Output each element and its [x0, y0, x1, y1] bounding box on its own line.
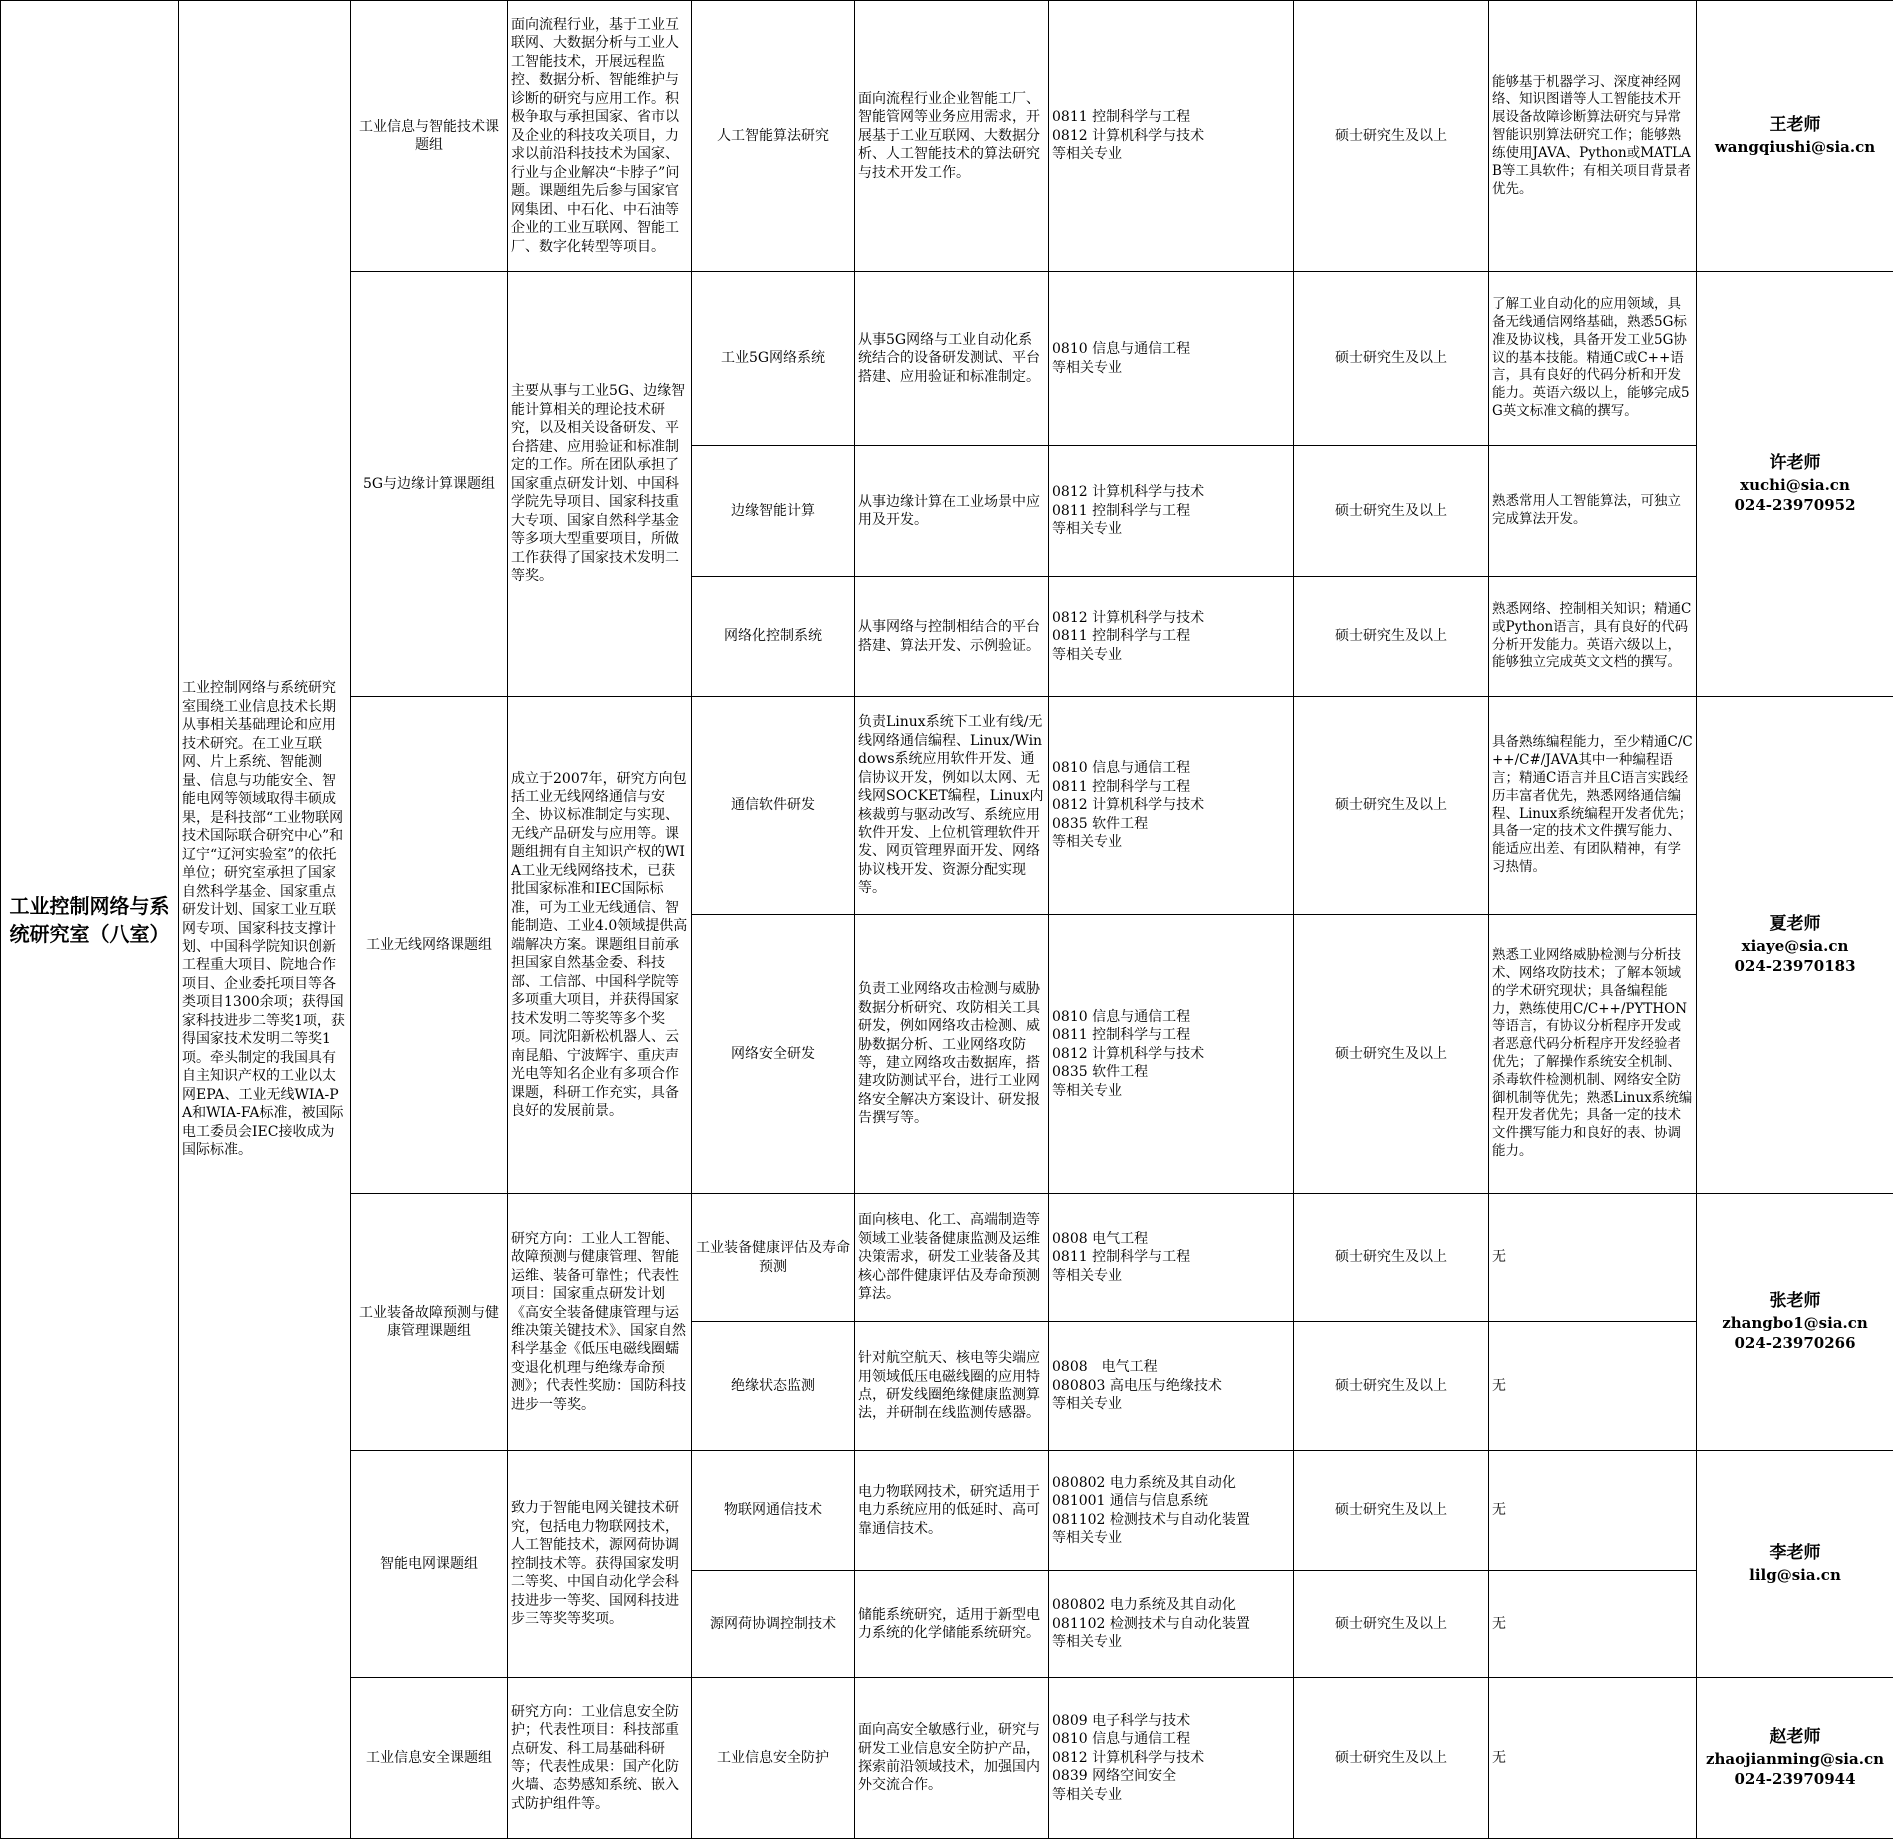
direction-cell: 网络化控制系统	[692, 577, 855, 697]
direction-cell: 绝缘状态监测	[692, 1322, 855, 1451]
degree-cell: 硕士研究生及以上	[1294, 1678, 1489, 1839]
group-name-cell: 工业信息安全课题组	[351, 1678, 508, 1839]
direction-cell: 边缘智能计算	[692, 446, 855, 577]
requirements-cell: 能够基于机器学习、深度神经网络、知识图谱等人工智能技术开展设备故障诊断算法研究与异常智能识别算法研究工作；能够熟练使用JAVA、Python或MATLAB等工具软件；有相关项目背景者优先。	[1489, 1, 1697, 272]
contact-cell	[1697, 1678, 1893, 1839]
contact-email: xiaye@sia.cn	[1700, 937, 1890, 957]
degree-cell: 硕士研究生及以上	[1294, 272, 1489, 446]
content-cell: 负责Linux系统下工业有线/无线网络通信编程、Linux/Windows系统应用软件开发、通信协议开发，例如以太网、无线网SOCKET编程，Linux内核裁剪与驱动改写、系统应用软件开发、上位机管理软件开发、网页管理界面开发、网络协议栈开发、资源分配实现等。	[855, 697, 1049, 915]
group-desc-cell: 研究方向：工业信息安全防护；代表性项目：科技部重点研发、科工局基础科研等；代表性成果：国产化防火墙、态势感知系统、嵌入式防护组件等。	[508, 1678, 692, 1839]
direction-cell: 网络安全研发	[692, 915, 855, 1194]
contact-cell	[1697, 1194, 1893, 1451]
group-desc-cell: 面向流程行业，基于工业互联网、大数据分析与工业人工智能技术，开展远程监控、数据分析、智能维护与诊断的研究与应用工作。积极争取与承担国家、省市以及企业的科技攻关项目，力求以前沿科技技术为国家、行业与企业解决“卡脖子”问题。课题组先后参与国家官网集团、中石化、中石油等企业的工业互联网、智能工厂、数字化转型等项目。	[508, 1, 692, 272]
group-name-cell: 工业装备故障预测与健康管理课题组	[351, 1194, 508, 1451]
content-cell: 从事网络与控制相结合的平台搭建、算法开发、示例验证。	[855, 577, 1049, 697]
contact-cell	[1697, 272, 1893, 697]
group-desc-cell: 致力于智能电网关键技术研究，包括电力物联网技术，人工智能技术，源网荷协调控制技术等。获得国家发明二等奖、中国自动化学会科技进步一等奖、国网科技进步三等奖等奖项。	[508, 1451, 692, 1678]
degree-cell: 硕士研究生及以上	[1294, 577, 1489, 697]
majors-cell: 0812 计算机科学与技术 0811 控制科学与工程 等相关专业	[1049, 577, 1294, 697]
direction-cell: 工业装备健康评估及寿命预测	[692, 1194, 855, 1322]
requirements-cell: 无	[1489, 1322, 1697, 1451]
requirements-cell: 熟悉工业网络威胁检测与分析技术、网络攻防技术；了解本领域的学术研究现状；具备编程能力，熟练使用C/C++/PYTHON等语言，有协议分析程序开发或者恶意代码分析程序开发经验者优先；了解操作系统安全机制、杀毒软件检测机制、网络安全防御机制等优先；熟悉Linux系统编程开发者优先；具备一定的技术文件撰写能力和良好的表、协调能力。	[1489, 915, 1697, 1194]
contact-name: 赵老师	[1700, 1726, 1890, 1748]
majors-cell: 0810 信息与通信工程 等相关专业	[1049, 272, 1294, 446]
majors-cell: 0810 信息与通信工程 0811 控制科学与工程 0812 计算机科学与技术 0835 软件工程 等相关专业	[1049, 915, 1294, 1194]
degree-cell: 硕士研究生及以上	[1294, 1451, 1489, 1571]
content-cell: 面向核电、化工、高端制造等领域工业装备健康监测及运维决策需求，研发工业装备及其核心部件健康评估及寿命预测算法。	[855, 1194, 1049, 1322]
contact-name: 王老师	[1700, 114, 1890, 136]
degree-cell: 硕士研究生及以上	[1294, 1571, 1489, 1678]
direction-cell: 物联网通信技术	[692, 1451, 855, 1571]
group-desc-cell: 研究方向：工业人工智能、故障预测与健康管理、智能运维、装备可靠性；代表性项目：国家重点研发计划《高安全装备健康管理与运维决策关键技术》、国家自然科学基金《低压电磁线圈蠕变退化机理与绝缘寿命预测》；代表性奖励：国防科技进步一等奖。	[508, 1194, 692, 1451]
requirements-cell: 了解工业自动化的应用领域，具备无线通信网络基础，熟悉5G标准及协议栈，具备开发工业5G协议的基本技能。精通C或C++语言，具有良好的代码分析和开发能力。英语六级以上，能够完成5G英文标准文稿的撰写。	[1489, 272, 1697, 446]
content-cell: 从事5G网络与工业自动化系统结合的设备研发测试、平台搭建、应用验证和标准制定。	[855, 272, 1049, 446]
content-cell: 储能系统研究，适用于新型电力系统的化学储能系统研究。	[855, 1571, 1049, 1678]
content-cell: 针对航空航天、核电等尖端应用领域低压电磁线圈的应用特点，研发线圈绝缘健康监测算法，并研制在线监测传感器。	[855, 1322, 1049, 1451]
content-cell: 面向流程行业企业智能工厂、智能管网等业务应用需求，开展基于工业互联网、大数据分析、人工智能技术的算法研究与技术开发工作。	[855, 1, 1049, 272]
contact-cell	[1697, 1451, 1893, 1678]
majors-cell: 080802 电力系统及其自动化 081102 检测技术与自动化装置 等相关专业	[1049, 1571, 1294, 1678]
group-desc-cell: 成立于2007年，研究方向包括工业无线网络通信与安全、协议标准制定与实现、无线产品研发与应用等。课题组拥有自主知识产权的WIA工业无线网络技术，已获批国家标准和IEC国际标准，可为工业无线通信、智能制造、工业4.0领域提供高端解决方案。课题组目前承担国家自然基金委、科技部、工信部、中国科学院等多项重大项目，并获得国家技术发明二等奖等多个奖项。同沈阳新松机器人、云南昆船、宁波辉宇、重庆声光电等知名企业有多项合作课题，科研工作充实，具备良好的发展前景。	[508, 697, 692, 1194]
group-desc-cell: 主要从事与工业5G、边缘智能计算相关的理论技术研究，以及相关设备研发、平台搭建、应用验证和标准制定的工作。所在团队承担了国家重点研发计划、中国科学院先导项目、国家科技重大专项、国家自然科学基金等多项大型重要项目，所做工作获得了国家技术发明二等奖。	[508, 272, 692, 697]
requirements-cell: 无	[1489, 1571, 1697, 1678]
contact-phone: 024-23970183	[1700, 957, 1890, 977]
contact-name: 夏老师	[1700, 913, 1890, 935]
degree-cell: 硕士研究生及以上	[1294, 1194, 1489, 1322]
content-cell: 从事边缘计算在工业场景中应用及开发。	[855, 446, 1049, 577]
contact-name: 张老师	[1700, 1290, 1890, 1312]
majors-cell: 080802 电力系统及其自动化 081001 通信与信息系统 081102 检测技术与自动化装置 等相关专业	[1049, 1451, 1294, 1571]
contact-email: zhaojianming@sia.cn	[1700, 1750, 1890, 1770]
contact-cell	[1697, 1, 1893, 272]
contact-email: zhangbo1@sia.cn	[1700, 1314, 1890, 1334]
majors-cell: 0808 电气工程 0811 控制科学与工程 等相关专业	[1049, 1194, 1294, 1322]
requirements-cell: 无	[1489, 1451, 1697, 1571]
contact-email: xuchi@sia.cn	[1700, 476, 1890, 496]
contact-phone: 024-23970944	[1700, 1770, 1890, 1790]
requirements-cell: 无	[1489, 1678, 1697, 1839]
degree-cell: 硕士研究生及以上	[1294, 1, 1489, 272]
degree-cell: 硕士研究生及以上	[1294, 915, 1489, 1194]
content-cell: 面向高安全敏感行业，研究与研发工业信息安全防护产品，探索前沿领域技术，加强国内外交流合作。	[855, 1678, 1049, 1839]
table-row	[1, 1, 1893, 272]
lab-intro-cell: 工业控制网络与系统研究室围绕工业信息技术长期从事相关基础理论和应用技术研究。在工业互联网、片上系统、智能测量、信息与功能安全、智能电网等领域取得丰硕成果，是科技部“工业物联网技术国际联合研究中心”和辽宁“辽河实验室”的依托单位；研究室承担了国家自然科学基金、国家重点研发计划、国家工业互联网专项、国家科技支撑计划、中国科学院知识创新工程重大项目、院地合作项目、企业委托项目等各类项目1300余项；获得国家科技进步二等奖1项，获得国家技术发明二等奖1项。牵头制定的我国具有自主知识产权的工业以太网EPA、工业无线WIA-PA和WIA-FA标准，被国际电工委员会IEC接收成为国际标准。	[179, 1, 351, 1839]
group-name-cell: 工业无线网络课题组	[351, 697, 508, 1194]
majors-cell: 0808 电气工程 080803 高电压与绝缘技术 等相关专业	[1049, 1322, 1294, 1451]
requirements-cell: 具备熟练编程能力，至少精通C/C++/C#/JAVA其中一种编程语言；精通C语言并且C语言实践经历丰富者优先，熟悉网络通信编程、Linux系统编程开发者优先；具备一定的技术文件撰写能力、能适应出差、有团队精神，有学习热情。	[1489, 697, 1697, 915]
direction-cell: 源网荷协调控制技术	[692, 1571, 855, 1678]
majors-cell: 0809 电子科学与技术 0810 信息与通信工程 0812 计算机科学与技术 0839 网络空间安全 等相关专业	[1049, 1678, 1294, 1839]
contact-cell	[1697, 697, 1893, 1194]
group-name-cell: 智能电网课题组	[351, 1451, 508, 1678]
requirements-cell: 熟悉网络、控制相关知识；精通C或Python语言，具有良好的代码分析开发能力。英语六级以上，能够独立完成英文文档的撰写。	[1489, 577, 1697, 697]
contact-name: 李老师	[1700, 1542, 1890, 1564]
degree-cell: 硕士研究生及以上	[1294, 446, 1489, 577]
group-name-cell: 工业信息与智能技术课题组	[351, 1, 508, 272]
majors-cell: 0810 信息与通信工程 0811 控制科学与工程 0812 计算机科学与技术 0835 软件工程 等相关专业	[1049, 697, 1294, 915]
direction-cell: 人工智能算法研究	[692, 1, 855, 272]
majors-cell: 0811 控制科学与工程 0812 计算机科学与技术 等相关专业	[1049, 1, 1294, 272]
requirements-cell: 熟悉常用人工智能算法，可独立完成算法开发。	[1489, 446, 1697, 577]
direction-cell: 工业5G网络系统	[692, 272, 855, 446]
requirements-cell: 无	[1489, 1194, 1697, 1322]
group-name-cell: 5G与边缘计算课题组	[351, 272, 508, 697]
direction-cell: 通信软件研发	[692, 697, 855, 915]
lab-name-cell: 工业控制网络与系统研究室（八室）	[1, 1, 179, 1839]
degree-cell: 硕士研究生及以上	[1294, 697, 1489, 915]
direction-cell: 工业信息安全防护	[692, 1678, 855, 1839]
content-cell: 电力物联网技术，研究适用于电力系统应用的低延时、高可靠通信技术。	[855, 1451, 1049, 1571]
content-cell: 负责工业网络攻击检测与威胁数据分析研究、攻防相关工具研发，例如网络攻击检测、威胁数据分析、工业网络攻防等，建立网络攻击数据库，搭建攻防测试平台，进行工业网络安全解决方案设计、研发报告撰写等。	[855, 915, 1049, 1194]
contact-phone: 024-23970266	[1700, 1334, 1890, 1354]
contact-name: 许老师	[1700, 452, 1890, 474]
degree-cell: 硕士研究生及以上	[1294, 1322, 1489, 1451]
contact-email: wangqiushi@sia.cn	[1700, 138, 1890, 158]
contact-phone: 024-23970952	[1700, 496, 1890, 516]
contact-email: lilg@sia.cn	[1700, 1566, 1890, 1586]
majors-cell: 0812 计算机科学与技术 0811 控制科学与工程 等相关专业	[1049, 446, 1294, 577]
